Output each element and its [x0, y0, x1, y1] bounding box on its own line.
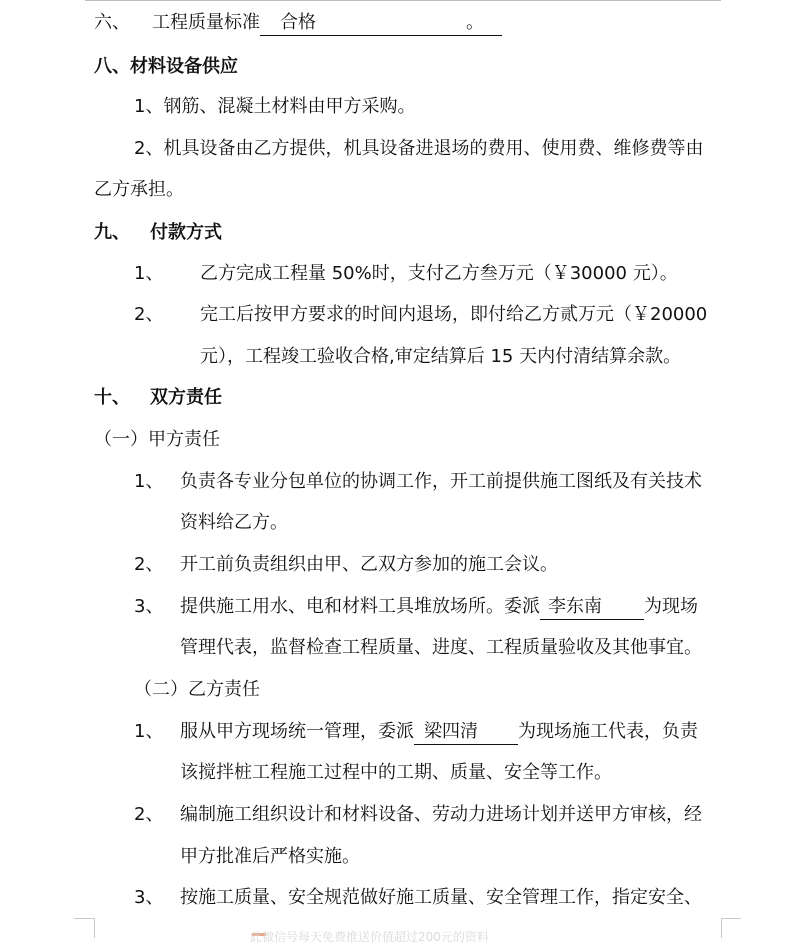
party-a-item-2-text: 开工前负责组织由甲、乙双方参加的施工会议。 — [180, 554, 558, 575]
party-b-heading: （二）乙方责任 — [134, 679, 260, 700]
party-a-item-1-line-2: 资料给乙方。 — [180, 512, 288, 533]
footer-watermark-text: 此微信号每天免费推送价值超过200元的资料 — [250, 930, 489, 944]
quality-label: 工程质量标准 — [152, 12, 260, 33]
party-b-item-2-line-2: 甲方批准后严格实施。 — [180, 846, 360, 867]
section-9-number: 九、 — [94, 222, 130, 243]
section-8-item-2-line-2: 乙方承担。 — [94, 179, 184, 200]
party-a-item-3-post: 为现场 — [644, 596, 698, 617]
party-a-item-2-number: 2、 — [134, 554, 164, 575]
quality-standard-line — [94, 11, 502, 36]
party-a-item-3-pre: 提供施工用水、电和材料工具堆放场所。委派 — [180, 596, 540, 617]
party-a-item-3-line-1 — [180, 595, 698, 620]
crop-mark-right-horizontal — [721, 918, 741, 919]
quality-end-mark: 。 — [466, 12, 484, 33]
section-9-title: 付款方式 — [150, 222, 222, 243]
payment-item-2-number: 2、 — [134, 304, 164, 325]
section-10-number: 十、 — [94, 387, 130, 408]
crop-mark-right-vertical — [721, 918, 722, 938]
party-a-item-3-number: 3、 — [134, 596, 164, 617]
crop-mark-left-vertical — [94, 918, 95, 938]
payment-item-1-number: 1、 — [134, 263, 164, 284]
party-a-representative-name: 李东南 — [540, 595, 644, 620]
party-b-item-1-post: 为现场施工代表，负责 — [518, 721, 698, 742]
quality-section-number: 六、 — [94, 12, 130, 33]
party-a-heading: （一）甲方责任 — [94, 429, 220, 450]
section-8-heading: 八、材料设备供应 — [94, 56, 238, 77]
party-a-item-1-number: 1、 — [134, 471, 164, 492]
payment-item-2-line-1: 完工后按甲方要求的时间内退场，即付给乙方贰万元（￥20000 — [200, 304, 708, 325]
party-b-item-1-line-2: 该搅拌桩工程施工过程中的工期、质量、安全等工作。 — [180, 762, 612, 783]
crop-mark-left-horizontal — [74, 918, 94, 919]
section-8-item-2-line-1: 2、机具设备由乙方提供，机具设备进退场的费用、使用费、维修费等由 — [134, 138, 704, 159]
party-b-representative-name: 梁四清 — [414, 720, 518, 745]
section-9-heading — [94, 221, 222, 245]
party-b-item-1-pre: 服从甲方现场统一管理，委派 — [180, 721, 414, 742]
party-b-item-3-number: 3、 — [134, 887, 164, 908]
party-b-item-1-number: 1、 — [134, 721, 164, 742]
quality-value: 合格 — [280, 12, 316, 33]
party-b-item-3-line-1: 按施工质量、安全规范做好施工质量、安全管理工作，指定安全、 — [180, 887, 702, 908]
party-b-item-2-line-1: 编制施工组织设计和材料设备、劳动力进场计划并送甲方审核，经 — [180, 804, 702, 825]
party-a-item-1-line-1: 负责各专业分包单位的协调工作，开工前提供施工图纸及有关技术 — [180, 471, 702, 492]
section-8-item-1: 1、钢筋、混凝土材料由甲方采购。 — [134, 96, 416, 117]
party-a-item-3-line-2: 管理代表，监督检查工程质量、进度、工程质量验收及其他事宜。 — [180, 637, 702, 658]
page-top-rule — [85, 0, 721, 1]
section-10-heading — [94, 386, 222, 410]
payment-item-2-line-2: 元），工程竣工验收合格,审定结算后 15 天内付清结算余款。 — [200, 346, 682, 367]
section-10-title: 双方责任 — [150, 387, 222, 408]
quality-underline — [260, 11, 502, 36]
party-b-item-1-line-1 — [180, 720, 698, 745]
payment-item-1-text: 乙方完成工程量 50%时，支付乙方叁万元（￥30000 元）。 — [200, 263, 678, 284]
party-b-item-2-number: 2、 — [134, 804, 164, 825]
